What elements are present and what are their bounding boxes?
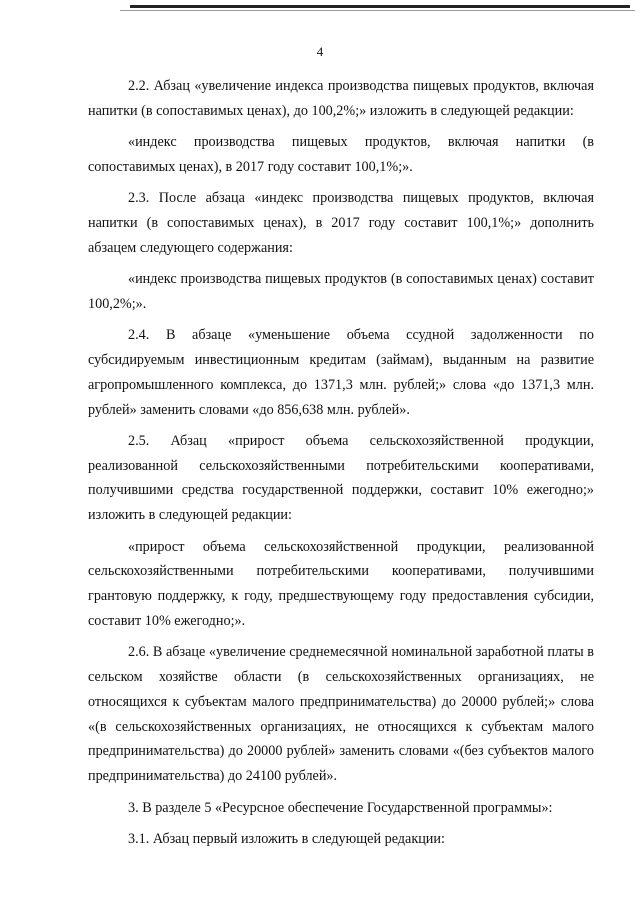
quote-2-2: «индекс производства пищевых продуктов, включая напитки (в сопоставимых ценах), в 2017 году составит 100,1%;». <box>88 134 594 175</box>
paragraph-2-4: 2.4. В абзаце «уменьшение объема ссудной задолженности по субсидируемым инвестиционным кредитам (займам), выданным на развитие агропромышленного комплекса, до 1371,3 млн. рублей;» слова «до 1371,3 млн. рублей» заменить словами «до 856,638 млн. рублей». <box>88 327 594 418</box>
paragraph-2-3: 2.3. После абзаца «индекс производства пищевых продуктов, включая напитки (в сопоставимых ценах), в 2017 году составит 100,1%;» дополнить абзацем следующего содержания: <box>88 190 594 256</box>
paragraph-2-6: 2.6. В абзаце «увеличение среднемесячной номинальной заработной платы в сельском хозяйстве области (в сельскохозяйственных организациях, не относящихся к субъектам малого предпринимательства) до 20000 рублей;» слова «(в сельскохозяйственных организациях, не относящихся к субъектам малого предпринимательства) до 20000 рублей» заменить словами «(без субъектов малого предпринимательства) до 24100 рублей». <box>88 644 594 785</box>
scan-edge-line <box>130 5 630 8</box>
paragraph-3: 3. В разделе 5 «Ресурсное обеспечение Государственной программы»: <box>128 799 553 816</box>
quote-2-5: «прирост объема сельскохозяйственной продукции, реализованной сельскохозяйственными потребительскими кооперативами, получившими грантовую поддержку, к году, предшествующему году предоставления субсидии, составит 10% ежегодно;». <box>88 538 594 629</box>
quote-2-3: «индекс производства пищевых продуктов (в сопоставимых ценах) составит 100,2%;». <box>88 271 594 312</box>
paragraph-2-5: 2.5. Абзац «прирост объема сельскохозяйственной продукции, реализованной сельскохозяйственными потребительскими кооперативами, получившими средства государственной поддержки, составит 10% ежегодно;» изложить в следующей редакции: <box>88 432 594 524</box>
scan-edge-line-thin <box>120 10 635 11</box>
paragraph-2-2: 2.2. Абзац «увеличение индекса производства пищевых продуктов, включая напитки (в сопоставимых ценах), до 100,2%;» изложить в следующей редакции: <box>88 78 594 119</box>
page-number: 4 <box>316 44 324 59</box>
paragraph-3-1: 3.1. Абзац первый изложить в следующей редакции: <box>128 830 445 847</box>
document-body <box>88 74 594 858</box>
